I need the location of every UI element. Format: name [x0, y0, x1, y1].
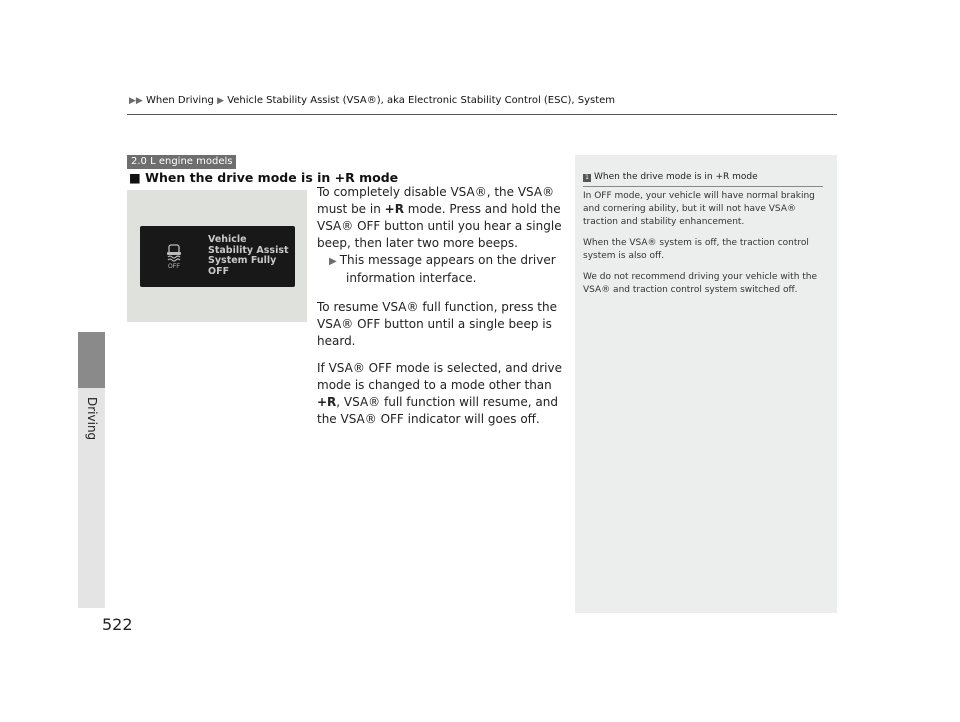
mode-label: +R [384, 202, 404, 216]
side-note [575, 155, 837, 613]
chapter-tab-label: Driving [85, 397, 99, 441]
breadcrumb [129, 95, 615, 106]
page-number: 522 [102, 615, 133, 634]
model-badge: 2.0 L engine models [127, 155, 236, 169]
note-paragraph: We do not recommend driving your vehicle with the VSA® and traction control system switched off. [583, 272, 818, 295]
text-run: information interface. [346, 271, 477, 285]
screen-message [208, 235, 289, 277]
display-illustration [127, 190, 307, 322]
note-title-text: When the drive mode is in +R mode [594, 172, 758, 182]
note-paragraph: When the VSA® system is off, the traction control system is also off. [583, 238, 809, 261]
square-bullet-icon: ■ [129, 170, 141, 185]
header-divider [127, 114, 837, 115]
screen-line: Stability Assist [208, 244, 289, 256]
note-title [583, 172, 758, 182]
note-number-icon: 1 [583, 174, 591, 182]
section-heading [129, 170, 398, 185]
breadcrumb-item-when-driving[interactable]: When Driving [146, 95, 214, 106]
paragraph-off-mode [317, 360, 562, 428]
double-arrow-icon: ▶▶ [129, 96, 143, 106]
text-run: , VSA® full function will resume, and the VSA® OFF indicator will goes off. [317, 395, 558, 426]
arrow-icon: ▶ [217, 96, 225, 106]
screen-line: System Fully [208, 255, 277, 266]
text-run: This message appears on the driver [339, 253, 556, 267]
paragraph-disable [317, 184, 562, 252]
screen-line: OFF [208, 265, 230, 277]
driver-info-screen [140, 226, 295, 287]
text-run: If VSA® OFF mode is selected, and drive mode is changed to a mode other than [317, 361, 563, 392]
arrow-icon: ▶ [329, 256, 337, 267]
main-body [317, 184, 562, 428]
section-title: When the drive mode is in +R mode [145, 170, 399, 185]
note-paragraph: In OFF mode, your vehicle will have normal braking and cornering ability, but it will not have VSA® traction and stability enhancement. [583, 191, 815, 227]
screen-line: Vehicle [208, 234, 247, 245]
text-run: To completely disable VSA®, the VSA® must be in [317, 185, 555, 216]
sub-note [317, 252, 562, 287]
mode-label: +R [317, 395, 337, 409]
vsa-off-icon [166, 243, 182, 269]
breadcrumb-item-vsa[interactable]: Vehicle Stability Assist (VSA®), aka Electronic Stability Control (ESC), System [227, 95, 616, 106]
chapter-tab-marker [78, 332, 105, 388]
vsa-off-icon-label: OFF [168, 264, 180, 269]
note-divider [583, 186, 823, 187]
text-run: mode. Press and hold the VSA® OFF button until you hear a single beep, then later two more beeps. [317, 202, 562, 250]
note-body [583, 190, 825, 305]
paragraph-resume: To resume VSA® full function, press the VSA® OFF button until a single beep is heard. [317, 300, 557, 348]
